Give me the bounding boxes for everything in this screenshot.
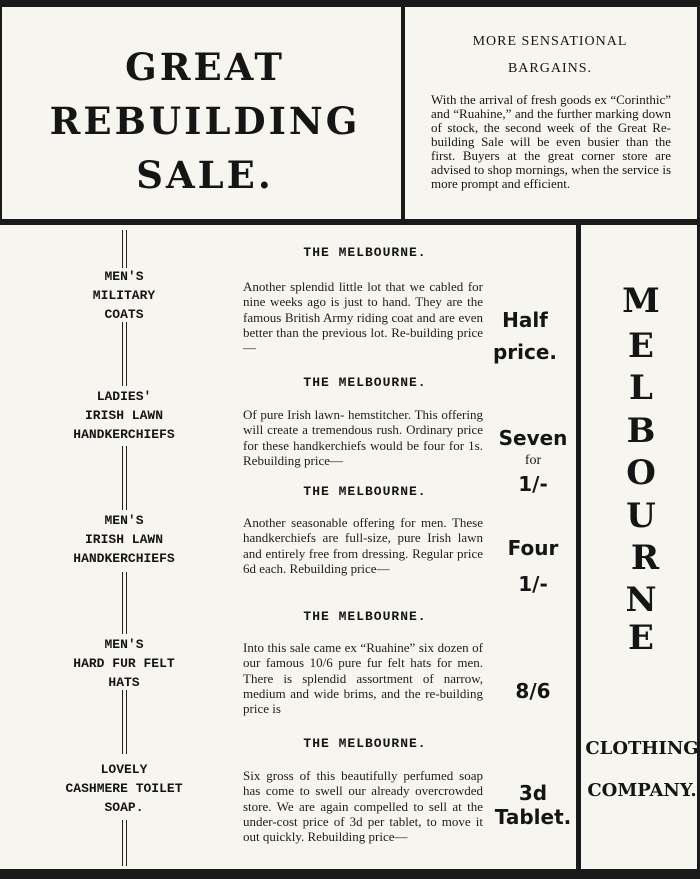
category-line: LOVELY [100, 762, 148, 777]
item-price [478, 532, 588, 600]
sidebar-letter: B [626, 411, 656, 451]
category-ladies-handkerchiefs [14, 387, 234, 444]
left-bar-5 [122, 690, 127, 754]
item-description: Another splendid little lot that we cabled for nine weeks ago is just to hand. They are the famous British Army riding coat and are even better than the previous lot. Re-building price— [243, 279, 483, 356]
subheading: THE MELBOURNE. [303, 484, 427, 499]
price-line: 1/- [518, 572, 548, 596]
title-line-1: GREAT [125, 45, 285, 89]
bottom-border [0, 869, 700, 879]
price-line: for [524, 453, 542, 468]
item-price [470, 304, 580, 368]
category-mens-military-coats [14, 267, 234, 324]
category-line: LADIES' [96, 389, 152, 404]
category-line: MEN'S [104, 269, 144, 284]
left-border [0, 0, 2, 225]
left-bar-2 [122, 322, 127, 386]
price-line: Half [502, 308, 548, 332]
sidebar-letter: O [626, 453, 656, 493]
category-line: HANDKERCHIEFS [73, 551, 175, 566]
left-bar-3 [122, 446, 127, 510]
item-price [478, 780, 588, 828]
category-line: COATS [104, 307, 144, 322]
sidebar-letter: E [628, 618, 654, 658]
subheading: THE MELBOURNE. [303, 245, 427, 260]
price-line: Tablet. [494, 805, 572, 829]
item-description: Six gross of this beautifully perfumed soap has come to swell our already overcrowded store. We are again compelled to sell at the under-cost price of 3d per tablet, to move it out quickly. Rebuilding price— [243, 768, 483, 845]
category-line: MEN'S [104, 513, 144, 528]
sidebar-letter: R [630, 538, 660, 578]
left-bar-6 [122, 820, 127, 866]
subheading: THE MELBOURNE. [303, 736, 427, 751]
sidebar-letter: L [629, 368, 653, 408]
intro-paragraph: With the arrival of fresh goods ex “Corinthic” and “Ruahine,” and the further marking down of stock, the second week of the Great Re-building Sale will be even busier than the first. Buyers at the great corner store are advised to shop mornings, when the service is more prompt and efficient. [431, 92, 671, 191]
header-divider [0, 219, 700, 225]
category-line: MILITARY [92, 288, 156, 303]
category-mens-felt-hats [14, 635, 234, 692]
category-cashmere-soap [14, 760, 234, 817]
sidebar-letter: M [622, 281, 660, 321]
category-line: HARD FUR FELT [73, 656, 175, 671]
item-description: Another seasonable offering for men. These handkerchiefs are full-size, pure Irish lawn and entirely free from dressing. Regular price 6d each. Rebuilding price— [243, 515, 483, 576]
category-line: IRISH LAWN [84, 532, 163, 547]
category-line: CASHMERE TOILET [65, 781, 183, 796]
price-line: 8/6 [515, 679, 551, 703]
more-sensational-heading: MORE SENSATIONAL [472, 34, 628, 49]
item-price [478, 675, 588, 707]
category-line: MEN'S [104, 637, 144, 652]
sidebar-letter: U [626, 496, 656, 536]
bargains-heading: BARGAINS. [507, 61, 593, 76]
company-line-2: COMPANY. [587, 780, 697, 801]
top-border [0, 0, 700, 7]
subheading: THE MELBOURNE. [303, 375, 427, 390]
header-column-divider [401, 7, 405, 222]
item-description: Of pure Irish lawn- hemstitcher. This offering will create a tremendous rush. Ordinary price for these handkerchiefs would be four for 1s. Rebuilding price— [243, 407, 483, 468]
subheading: THE MELBOURNE. [303, 609, 427, 624]
sidebar-letter: E [628, 326, 654, 366]
price-line: Seven [498, 426, 568, 450]
left-bar-4 [122, 572, 127, 634]
price-line: price. [492, 340, 558, 364]
category-line: IRISH LAWN [84, 408, 163, 423]
category-line: HANDKERCHIEFS [73, 427, 175, 442]
price-line: Four [507, 536, 559, 560]
category-line: HATS [108, 675, 140, 690]
sale-title [20, 40, 390, 202]
title-line-3: SALE. [136, 153, 274, 197]
left-bar-1 [122, 230, 127, 268]
title-line-2: REBUILDING [49, 99, 361, 143]
price-line: 1/- [518, 472, 548, 496]
company-line-1: CLOTHING [585, 738, 699, 759]
category-mens-handkerchiefs [14, 511, 234, 568]
category-line: SOAP. [104, 800, 144, 815]
price-line: 3d [518, 781, 548, 805]
item-description: Into this sale came ex “Ruahine” six dozen of our famous 10/6 pure fur felt hats for men. There is splendid assortment of narrow, medium and wide brims, and the re-building price is [243, 640, 483, 717]
sidebar-letter: N [625, 580, 657, 620]
